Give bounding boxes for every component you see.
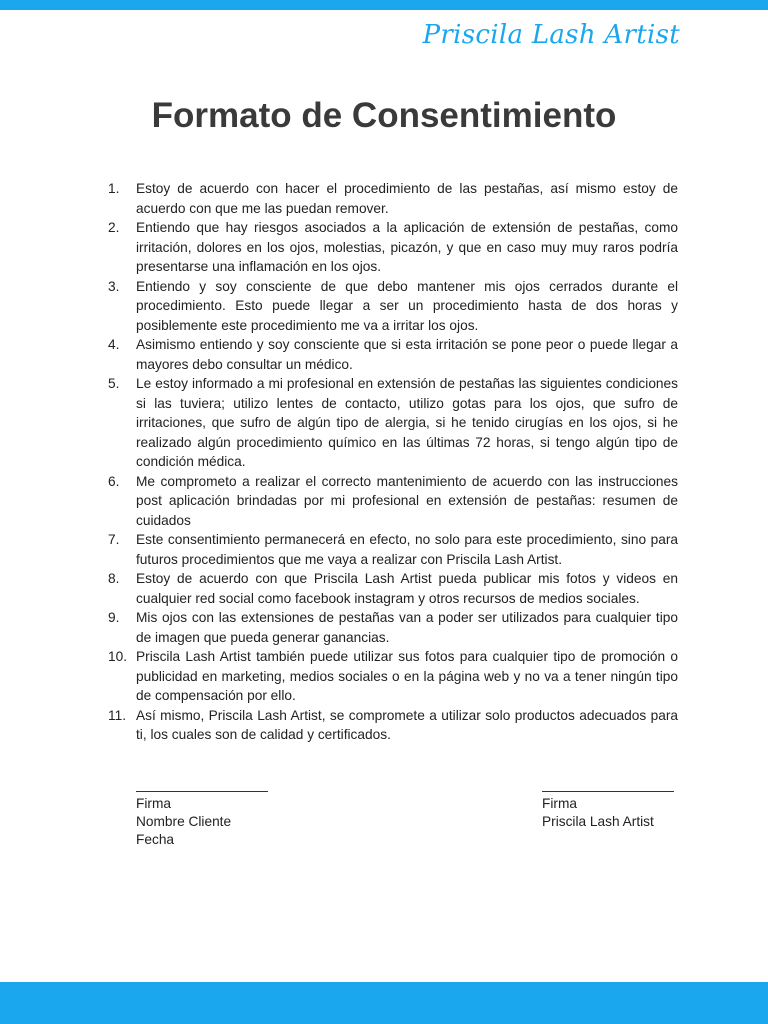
consent-item <box>108 335 678 374</box>
item-number: 5. <box>108 376 120 391</box>
item-text: Entiendo y soy consciente de que debo mantener mis ojos cerrados durante el procedimiento. Esto puede llegar a ser un procedimiento hasta de dos horas y posiblemente este procedimiento me va a irritar los ojos. <box>136 278 678 333</box>
item-number: 4. <box>108 337 120 352</box>
consent-item <box>108 647 678 706</box>
top-accent-bar <box>0 0 768 10</box>
consent-item <box>108 374 678 472</box>
consent-item <box>108 706 678 745</box>
consent-item <box>108 218 678 277</box>
item-number: 2. <box>108 220 120 235</box>
artist-signature-block <box>542 795 654 831</box>
consent-item <box>108 569 678 608</box>
item-text: Así mismo, Priscila Lash Artist, se compromete a utilizar solo productos adecuados para ti, los cuales son de calidad y certificados. <box>136 707 678 742</box>
item-number: 9. <box>108 610 120 625</box>
artist-name-label: Priscila Lash Artist <box>542 814 654 829</box>
client-name-label: Nombre Cliente <box>136 814 232 829</box>
item-number: 1. <box>108 181 120 196</box>
item-text: Me comprometo a realizar el correcto mantenimiento de acuerdo con las instrucciones post aplicación brindadas por mi profesional en extensión de pestañas: resumen de cuidados <box>136 473 678 528</box>
client-date-label: Fecha <box>136 832 175 847</box>
brand-logo-text: Priscila Lash Artist <box>422 20 680 50</box>
item-number: 3. <box>108 278 120 294</box>
consent-item <box>108 179 678 218</box>
artist-signature-line <box>542 791 674 792</box>
item-number: 7. <box>108 532 120 547</box>
consent-item <box>108 530 678 569</box>
client-signature-block <box>136 795 231 849</box>
consent-item <box>108 608 678 647</box>
item-text: Priscila Lash Artist también puede utilizar sus fotos para cualquier tipo de promoción o publicidad en marketing, medios sociales o en la página web y no va a tener ningún tipo de compensación por ello. <box>136 649 678 703</box>
artist-firma-label: Firma <box>542 796 577 811</box>
item-text: Entiendo que hay riesgos asociados a la aplicación de extensión de pestañas, como irritación, dolores en los ojos, molestias, picazón, y que en caso muy muy raros podría presentarse una inflamación en los ojos. <box>136 220 678 274</box>
item-text: Le estoy informado a mi profesional en extensión de pestañas las siguientes condiciones si las tuviera; utilizo lentes de contacto, utilizo gotas para los ojos, que sufro de irritaciones, que sufro de algún tipo de alergia, si he tenido cirugías en los ojos, si he realizado algún procedimiento químico en las últimas 72 horas, si tengo algún tipo de condición médica. <box>136 376 678 469</box>
item-number: 8. <box>108 571 120 586</box>
item-text: Este consentimiento permanecerá en efecto, no solo para este procedimiento, sino para futuros procedimientos que me vaya a realizar con Priscila Lash Artist. <box>136 532 678 567</box>
item-number: 6. <box>108 473 120 489</box>
consent-list <box>108 179 678 745</box>
consent-item <box>108 472 678 531</box>
item-number: 10. <box>108 649 128 664</box>
item-text: Estoy de acuerdo con que Priscila Lash Artist pueda publicar mis fotos y videos en cualquier red social como facebook instagram y otros recursos de medios sociales. <box>136 571 678 606</box>
item-text: Mis ojos con las extensiones de pestañas van a poder ser utilizados para cualquier tipo de imagen que pueda generar ganancias. <box>136 610 678 645</box>
item-text: Estoy de acuerdo con hacer el procedimiento de las pestañas, así mismo estoy de acuerdo con que me las puedan remover. <box>136 181 678 216</box>
bottom-accent-bar <box>0 982 768 1024</box>
client-signature-line <box>136 791 268 792</box>
document-title: Formato de Consentimiento <box>151 96 617 135</box>
client-firma-label: Firma <box>136 796 171 811</box>
item-number: 11. <box>108 707 127 723</box>
consent-item <box>108 277 678 336</box>
item-text: Asimismo entiendo y soy consciente que si esta irritación se pone peor o puede llegar a mayores debo consultar un médico. <box>136 337 678 372</box>
